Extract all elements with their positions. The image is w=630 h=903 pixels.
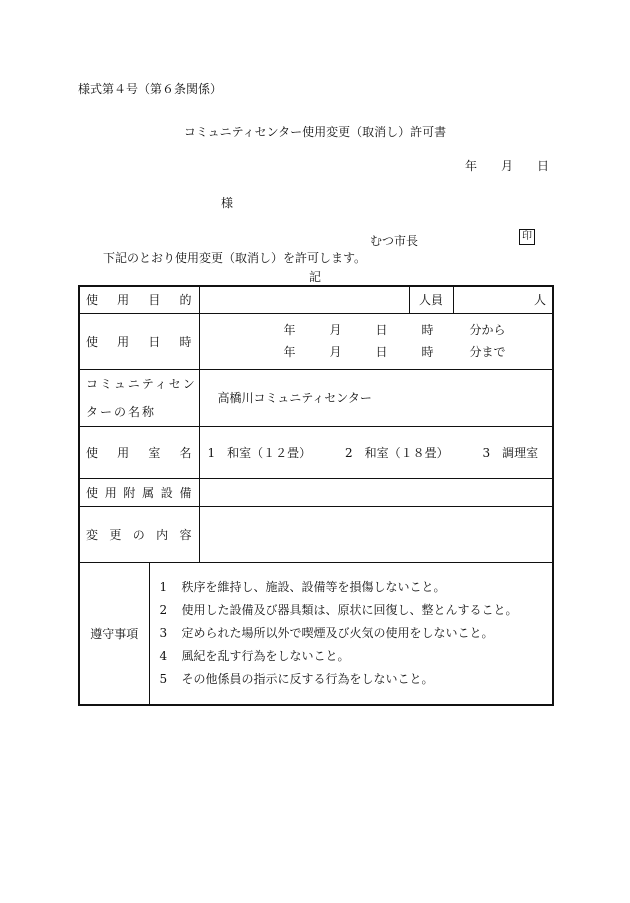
room-row (79, 426, 553, 478)
issuer: むつ市長 (370, 234, 419, 248)
room-option-2[interactable]: 2 和室（１８畳） (345, 445, 449, 460)
rules-list (149, 562, 553, 705)
seal-mark: 印 (519, 229, 535, 245)
addressee-suffix: 様 (221, 196, 234, 210)
center-row (79, 369, 553, 426)
date-year: 年 (465, 159, 478, 173)
center-label: コミュニティセン ターの名称 (79, 369, 199, 426)
permit-table (78, 285, 554, 706)
date-month: 月 (501, 159, 514, 173)
change-row (79, 506, 553, 562)
equipment-row (79, 478, 553, 506)
equipment-value[interactable] (199, 478, 553, 506)
change-value[interactable] (199, 506, 553, 562)
rule-item: 5 その他係員の指示に反する行為をしないこと。 (159, 671, 434, 686)
date-day: 日 (537, 159, 550, 173)
rules-label: 遵守事項 (79, 562, 149, 705)
form-number: 様式第４号（第６条関係） (78, 82, 223, 96)
purpose-value[interactable] (199, 286, 409, 313)
purpose-row (79, 286, 553, 313)
equipment-label: 使 用 附 属 設 備 (79, 478, 199, 506)
room-options (199, 426, 553, 478)
datetime-value[interactable] (199, 313, 553, 369)
room-option-1[interactable]: 1 和室（１２畳） (207, 445, 312, 460)
room-option-3[interactable]: 3 調理室 (482, 445, 539, 460)
rule-item: 1 秩序を維持し、施設、設備等を損傷しないこと。 (159, 579, 446, 594)
ki-heading: 記 (308, 270, 321, 284)
document-title: コミュニティセンター使用変更（取消し）許可書 (183, 125, 447, 139)
datetime-until: 年 月 日 時 分まで (283, 345, 506, 359)
rule-item: 2 使用した設備及び器具類は、原状に回復し、整とんすること。 (159, 602, 518, 617)
permission-statement: 下記のとおり使用変更（取消し）を許可します。 (103, 251, 367, 265)
change-label: 変 更 の 内 容 (79, 506, 199, 562)
rules-row (79, 562, 553, 705)
center-name: 高橋川コミュニティセンター (199, 369, 553, 426)
rule-item: 4 風紀を乱す行為をしないこと。 (159, 648, 350, 663)
datetime-row (79, 313, 553, 369)
rule-item: 3 定められた場所以外で喫煙及び火気の使用をしないこと。 (159, 625, 494, 640)
attendees-unit[interactable]: 人 (453, 286, 553, 313)
purpose-label: 使 用 目 的 (79, 286, 199, 313)
room-label: 使 用 室 名 (79, 426, 199, 478)
attendees-label: 人員 (409, 286, 453, 313)
datetime-from: 年 月 日 時 分から (283, 323, 506, 337)
datetime-label: 使 用 日 時 (79, 313, 199, 369)
